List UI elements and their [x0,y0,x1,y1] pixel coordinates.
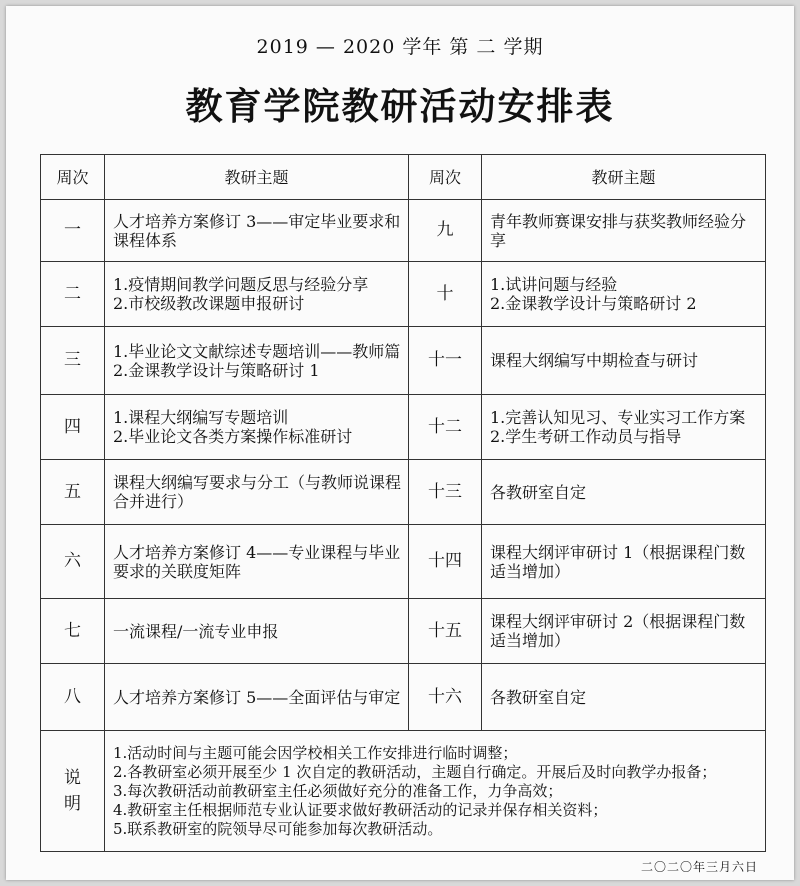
week-cell: 十二 [409,395,482,460]
table-row [41,262,766,327]
week-cell: 十 [409,262,482,327]
topic-cell [105,327,409,395]
header-topic-2: 教研主题 [482,155,766,200]
week-cell: 八 [41,664,105,731]
topic-line: 1.毕业论文文献综述专题培训——教师篇 [113,341,401,361]
topic-cell [105,664,409,731]
table-row [41,200,766,262]
week-cell: 七 [41,599,105,664]
note-line: 2.各教研室必须开展至少 1 次自定的教研活动，主题自行确定。开展后及时向教学办报备； [113,762,717,781]
notes-label [41,731,105,852]
note-line: 1.活动时间与主题可能会因学校相关工作安排进行临时调整； [113,743,518,762]
topic-line: 人才培养方案修订 3——审定毕业要求和课程体系 [113,211,401,250]
topic-line: 人才培养方案修订 4——专业课程与毕业要求的关联度矩阵 [113,542,401,581]
table-row [41,395,766,460]
topic-cell [482,262,766,327]
notes-row [41,731,766,852]
topic-cell [105,599,409,664]
table-row [41,525,766,599]
topic-cell [105,262,409,327]
header-week-1: 周次 [41,155,105,200]
week-cell: 六 [41,525,105,599]
week-cell: 十四 [409,525,482,599]
topic-cell [482,460,766,525]
topic-cell [482,525,766,599]
header-topic-1: 教研主题 [105,155,409,200]
topic-cell [105,395,409,460]
topic-cell [482,664,766,731]
document-title: 教育学院教研活动安排表 [185,84,615,128]
week-cell: 一 [41,200,105,262]
topic-line: 各教研室自定 [490,482,587,502]
topic-line: 各教研室自定 [490,687,587,707]
note-line: 4.教研室主任根据师范专业认证要求做好教研活动的记录并保存相关资料； [113,800,608,819]
table-header-row [41,155,766,200]
topic-line: 青年教师赛课安排与获奖教师经验分享 [490,211,747,250]
topic-line: 2.金课教学设计与策略研讨 1 [113,360,320,380]
schedule-table [40,154,766,852]
week-cell: 十五 [409,599,482,664]
week-cell: 十一 [409,327,482,395]
topic-line: 课程大纲编写中期检查与研讨 [490,351,699,370]
week-cell: 三 [41,327,105,395]
topic-line: 课程大纲评审研讨 1（根据课程门数适当增加） [490,542,746,581]
topic-line: 2.毕业论文各类方案操作标准研讨 [113,427,353,446]
notes-content [105,731,766,852]
topic-line: 2.金课教学设计与策略研讨 2 [490,294,697,313]
topic-cell [482,327,766,395]
topic-cell [105,200,409,262]
topic-line: 1.完善认知见习、专业实习工作方案 [490,408,746,427]
topic-line: 一流课程/一流专业申报 [113,621,279,641]
table-row [41,664,766,731]
topic-line: 人才培养方案修订 5——全面评估与审定 [113,687,401,707]
topic-line: 课程大纲评审研讨 2（根据课程门数适当增加） [490,612,746,650]
note-line: 3.每次教研活动前教研室主任必须做好充分的准备工作，力争高效； [113,781,563,800]
table-row [41,599,766,664]
topic-cell [482,200,766,262]
topic-cell [105,460,409,525]
week-cell: 二 [41,262,105,327]
week-cell: 五 [41,460,105,525]
topic-line: 2.学生考研工作动员与指导 [490,427,682,446]
week-cell: 十六 [409,664,482,731]
document-date: 二〇二〇年三月六日 [640,860,758,874]
topic-cell [482,599,766,664]
header-week-2: 周次 [409,155,482,200]
week-cell: 九 [409,200,482,262]
notes-label-char: 说 [64,768,81,788]
week-cell: 十三 [409,460,482,525]
topic-cell [482,395,766,460]
document-page [6,6,794,880]
topic-line: 课程大纲编写要求与分工（与教师说课程合并进行） [113,473,402,511]
topic-line: 1.疫情期间教学问题反思与经验分享 [113,275,369,294]
topic-line: 2.市校级教改课题申报研讨 [113,294,305,313]
notes-label-char: 明 [64,794,81,814]
topic-cell [105,525,409,599]
week-cell: 四 [41,395,105,460]
topic-line: 1.课程大纲编写专题培训 [113,408,289,427]
topic-line: 1.试讲问题与经验 [490,275,618,294]
note-line: 5.联系教研室的院领导尽可能参加每次教研活动。 [113,819,443,838]
semester-subtitle: 2019 — 2020 学年 第 二 学期 [256,36,544,58]
table-row [41,460,766,525]
table-row [41,327,766,395]
